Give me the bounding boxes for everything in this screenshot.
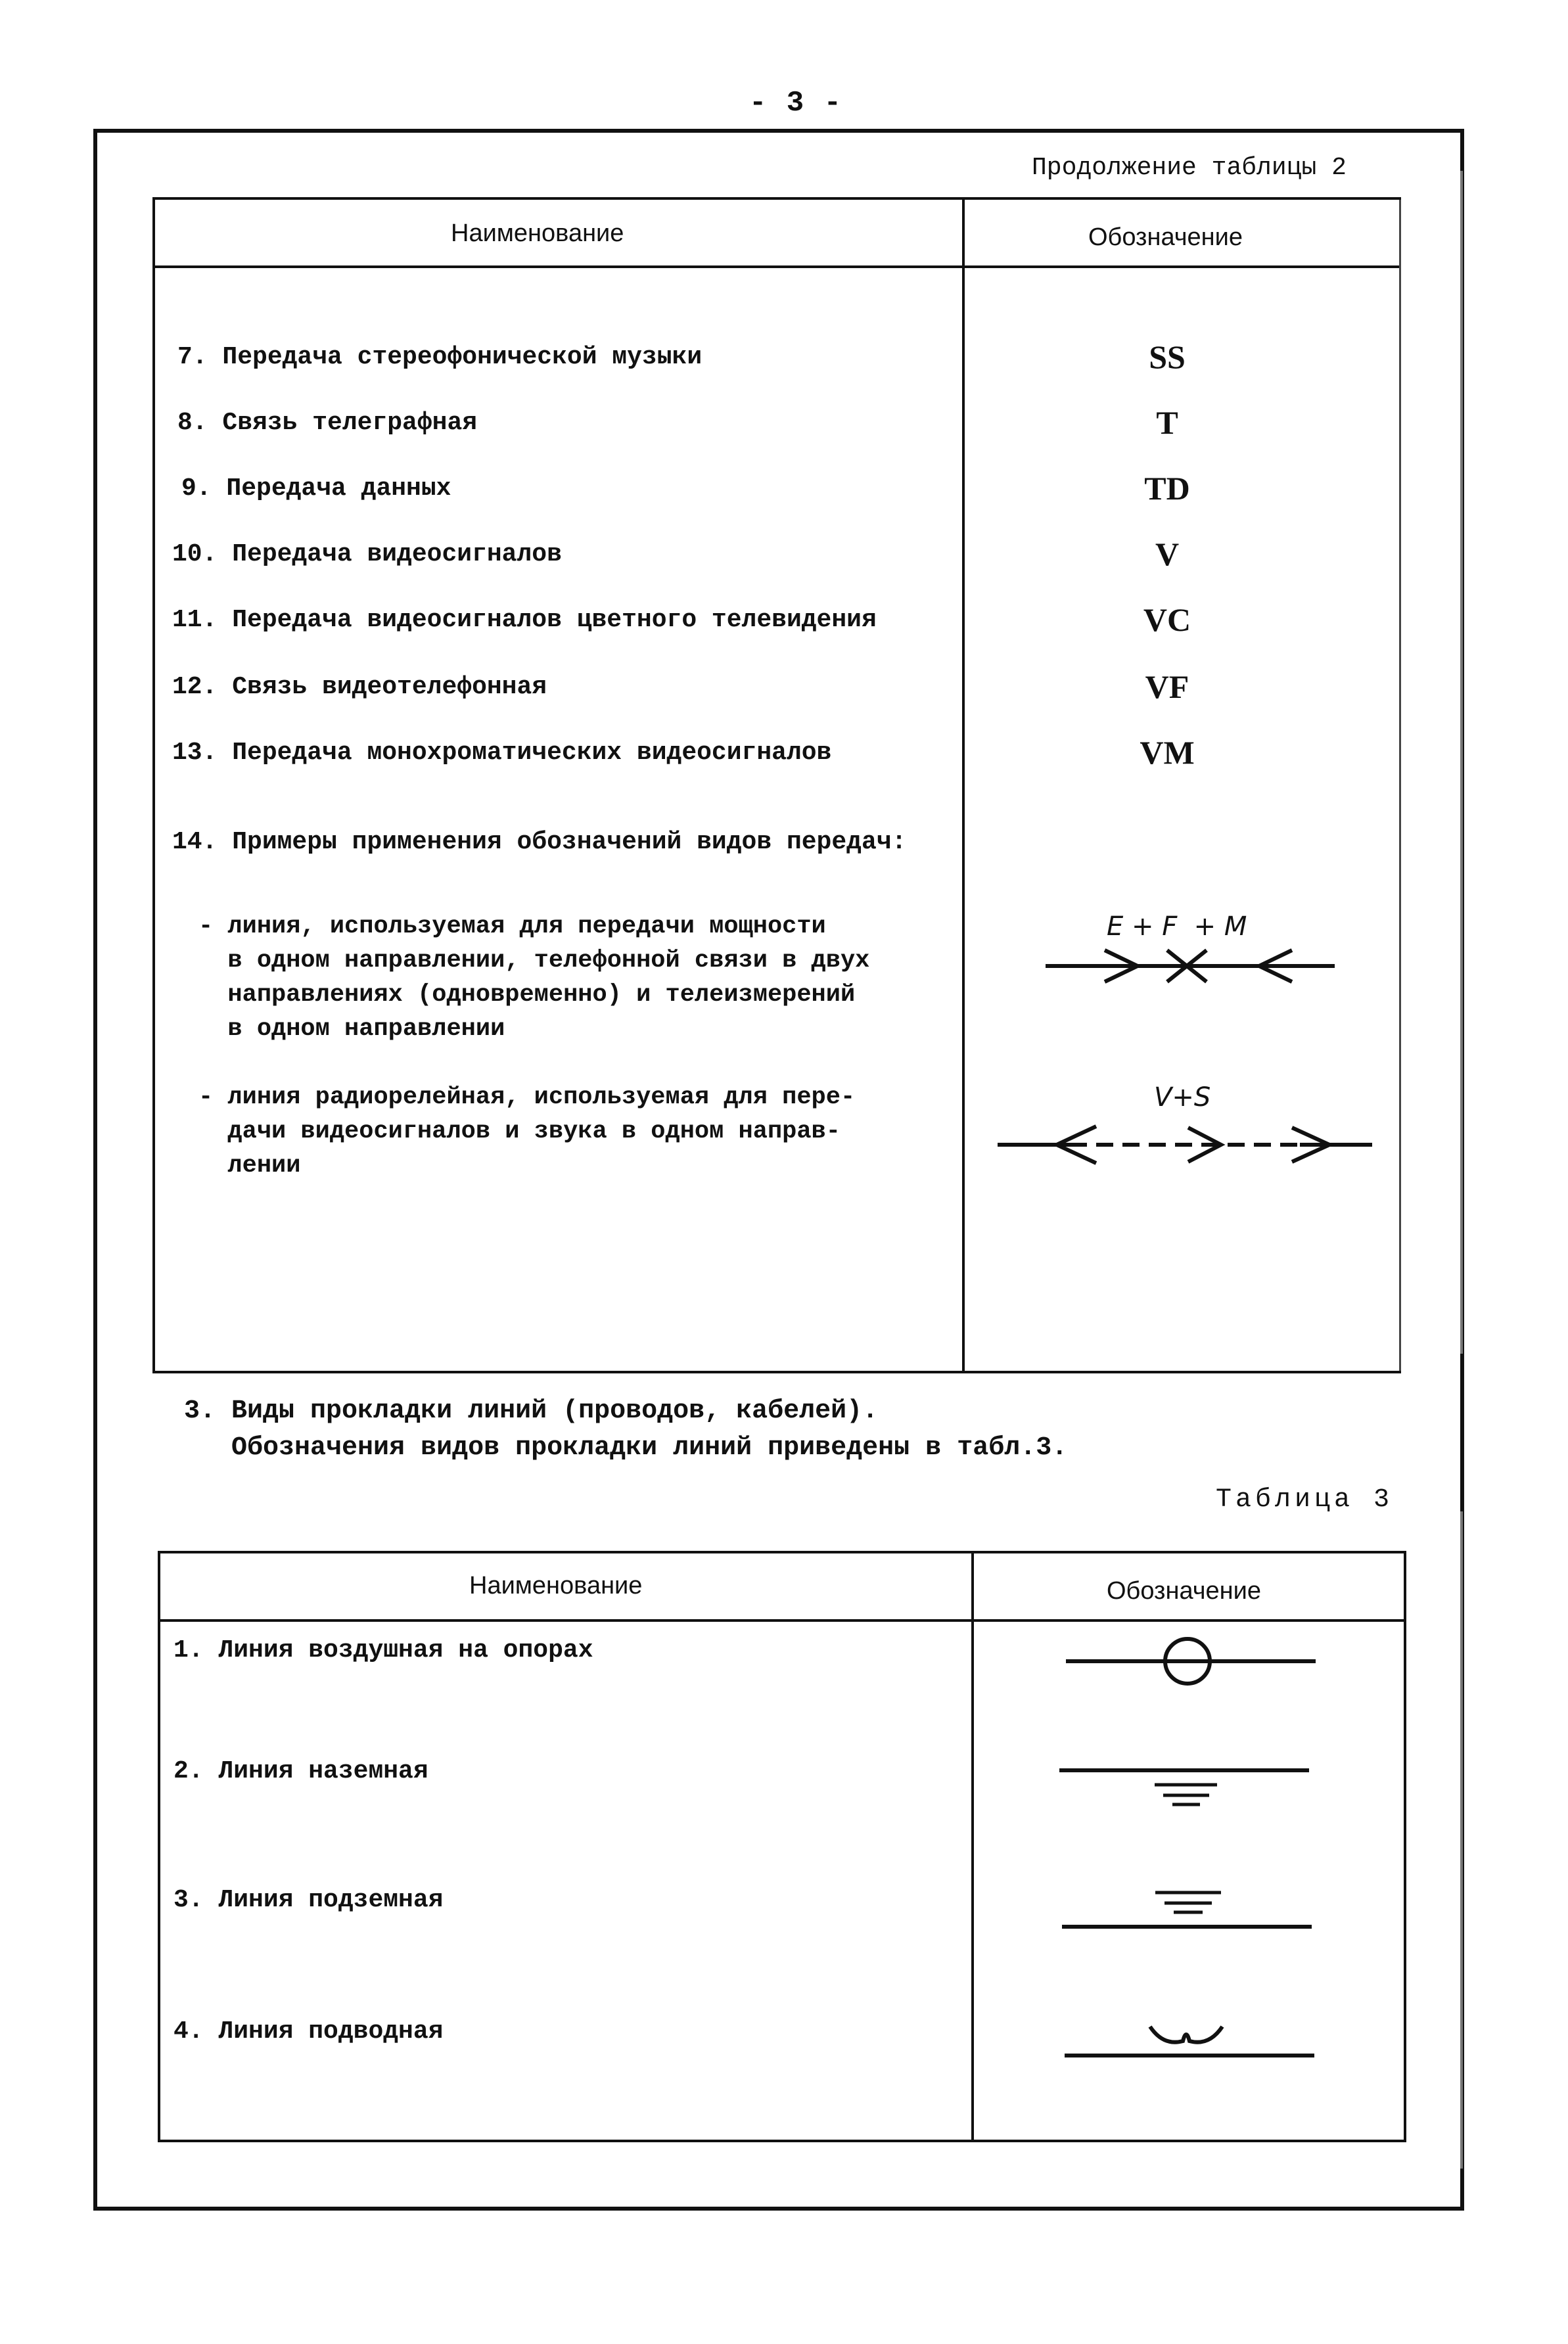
table2-row-code: V — [1155, 536, 1180, 572]
table2-row-label: 12. Связь видеотелефонная — [172, 673, 547, 701]
column-divider — [962, 200, 965, 1371]
table2-continuation-caption: Продолжение таблицы 2 — [1032, 154, 1347, 182]
page-number: - 3 - — [749, 87, 843, 120]
header-divider — [160, 1619, 1404, 1622]
underground-line-symbol — [1062, 1885, 1312, 1937]
table3-row-label: 4. Линия подводная — [173, 2017, 444, 2046]
table2 — [152, 197, 1401, 1373]
table2-example1-text: - линия, используемая для передачи мощности в одном направлении, телефонной связи в двух направлениях (одновременно) и телеизмерений в одном направлении — [198, 913, 870, 1043]
table2-row-code: SS — [1149, 338, 1186, 375]
table2-header-designation: Обозначение — [1088, 223, 1243, 251]
table3-header-designation: Обозначение — [1107, 1577, 1262, 1605]
column-divider — [971, 1553, 974, 2140]
scan-edge-mark — [1460, 1511, 1463, 2169]
example2-line-symbol — [998, 1118, 1372, 1171]
table2-row-label: 10. Передача видеосигналов — [172, 540, 562, 568]
table2-row-label: 11. Передача видеосигналов цветного телевидения — [172, 606, 877, 634]
table3-caption: Таблица 3 — [1216, 1485, 1394, 1515]
table2-example2-text: - линия радиорелейная, используемая для пере- дачи видеосигналов и звука в одном направ- лении — [198, 1084, 856, 1180]
table2-row-code: VF — [1145, 668, 1189, 705]
table2-row-label: 9. Передача данных — [181, 474, 451, 503]
right-border — [1399, 200, 1401, 1371]
example2-symbol-label: V+S — [1154, 1082, 1211, 1113]
underwater-line-symbol — [1065, 2015, 1314, 2067]
table3-row-label: 2. Линия наземная — [173, 1757, 428, 1785]
table2-row-label: 13. Передача монохроматических видеосигналов — [172, 739, 832, 767]
table3-row-label: 1. Линия воздушная на опорах — [173, 1636, 593, 1665]
section3-text: 3. Виды прокладки линий (проводов, кабелей). Обозначения видов прокладки линий приведены в табл.3. — [184, 1396, 1068, 1463]
table3-row-label: 3. Линия подземная — [173, 1886, 444, 1914]
example1-symbol-label: E + F + M — [1107, 911, 1247, 942]
table2-row-code: T — [1156, 404, 1178, 441]
scan-edge-mark — [1460, 171, 1463, 1354]
table2-row-code: VC — [1143, 601, 1191, 638]
table3 — [158, 1551, 1406, 2142]
overhead-line-symbol — [1066, 1631, 1316, 1690]
header-divider — [155, 265, 1401, 268]
ground-line-symbol — [1059, 1762, 1309, 1815]
table2-row-code: VM — [1140, 734, 1195, 771]
table2-examples-title: 14. Примеры применения обозначений видов передач: — [172, 828, 907, 856]
table3-header-name: Наименование — [469, 1572, 643, 1599]
table2-row-code: TD — [1144, 470, 1190, 507]
table2-row-label: 8. Связь телеграфная — [177, 409, 478, 437]
example1-line-symbol — [1046, 941, 1335, 994]
table2-row-label: 7. Передача стереофонической музыки — [177, 343, 703, 371]
table2-header-name: Наименование — [451, 219, 624, 247]
